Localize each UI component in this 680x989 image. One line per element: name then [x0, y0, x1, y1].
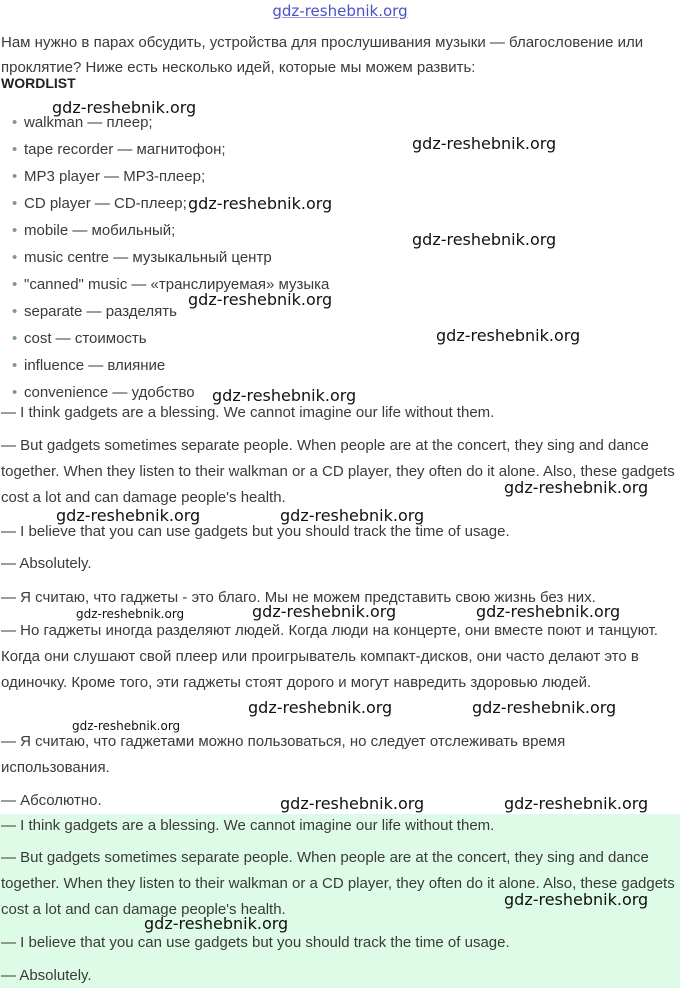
watermark: gdz-reshebnik.org	[436, 326, 581, 345]
watermark: gdz-reshebnik.org	[56, 506, 201, 525]
watermark: gdz-reshebnik.org	[280, 794, 425, 813]
dialogue-en-line: — Absolutely.	[1, 555, 92, 572]
intro-text: Нам нужно в парах обсудить, устройства для прослушивания музыки — благословение или проклятие? Ниже есть несколько идей, которые мы можем развить:	[1, 34, 644, 76]
wordlist	[12, 109, 329, 406]
watermark: gdz-reshebnik.org	[280, 506, 425, 525]
wordlist-item: • separate — разделять	[12, 298, 329, 325]
wordlist-item: • mobile — мобильный;	[12, 217, 329, 244]
dialogue-ru-line: — Я считаю, что гаджеты - это благо. Мы не можем представить свою жизнь без них.	[1, 589, 596, 606]
watermark: gdz-reshebnik.org	[504, 794, 649, 813]
wordlist-item: • cost — стоимость	[12, 325, 329, 352]
site-watermark-link[interactable]: gdz-reshebnik.org	[272, 2, 408, 20]
dialogue-ru-line: — Я считаю, что гаджетами можно пользоваться, но следует отслеживать время использования.	[1, 733, 566, 776]
watermark: gdz-reshebnik.org	[212, 386, 357, 405]
watermark: gdz-reshebnik.org	[476, 602, 621, 621]
watermark: gdz-reshebnik.org	[504, 478, 649, 497]
dialogue-ru-line: — Но гаджеты иногда разделяют людей. Когда люди на концерте, они вместе поют и танцуют. Когда они слушают свой плеер или проигрыватель компакт-дисков, они часто делают это в одиночку. Кроме того, эти гаджеты стоят дорого и могут навредить здоровью людей.	[1, 622, 658, 691]
watermark: gdz-reshebnik.org	[412, 230, 557, 249]
dialogue-en-line: — I think gadgets are a blessing. We cannot imagine our life without them.	[1, 404, 495, 421]
dialogue-en-line: — I believe that you can use gadgets but you should track the time of usage.	[1, 523, 510, 540]
wordlist-item: • music centre — музыкальный центр	[12, 244, 329, 271]
highlighted-line: — Absolutely.	[1, 967, 92, 984]
dialogue-ru-line: — Абсолютно.	[1, 792, 102, 809]
watermark: gdz-reshebnik.org	[188, 194, 333, 213]
highlighted-line: — But gadgets sometimes separate people. When people are at the concert, they sing and dance together. When they listen to their walkman or a CD player, they often do it alone. Also, these gadgets cost a lot and can damage people's health.	[1, 849, 675, 918]
watermark: gdz-reshebnik.org	[472, 698, 617, 717]
watermark: gdz-reshebnik.org	[188, 290, 333, 309]
watermark: gdz-reshebnik.org	[52, 98, 197, 117]
watermark: gdz-reshebnik.org	[248, 698, 393, 717]
watermark: gdz-reshebnik.org	[252, 602, 397, 621]
highlighted-line: — I think gadgets are a blessing. We cannot imagine our life without them.	[1, 817, 495, 834]
watermark: gdz-reshebnik.org	[76, 607, 185, 621]
wordlist-item: • influence — влияние	[12, 352, 329, 379]
wordlist-item: • convenience — удобство	[12, 379, 329, 406]
wordlist-item: • walkman — плеер;	[12, 109, 329, 136]
watermark: gdz-reshebnik.org	[72, 719, 181, 733]
wordlist-title: WORDLIST	[1, 75, 76, 91]
wordlist-item: • MP3 player — MP3-плеер;	[12, 163, 329, 190]
wordlist-item: • "canned" music — «транслируемая» музыка	[12, 271, 329, 298]
highlighted-line: — I believe that you can use gadgets but you should track the time of usage.	[1, 934, 510, 951]
dialogue-en-line: — But gadgets sometimes separate people. When people are at the concert, they sing and dance together. When they listen to their walkman or a CD player, they often do it alone. Also, these gadgets cost a lot and can damage people's health.	[1, 437, 675, 506]
wordlist-item: • tape recorder — магнитофон;	[12, 136, 329, 163]
watermark: gdz-reshebnik.org	[144, 914, 289, 933]
watermark: gdz-reshebnik.org	[504, 890, 649, 909]
wordlist-item: • CD player — CD-плеер;	[12, 190, 329, 217]
watermark: gdz-reshebnik.org	[412, 134, 557, 153]
